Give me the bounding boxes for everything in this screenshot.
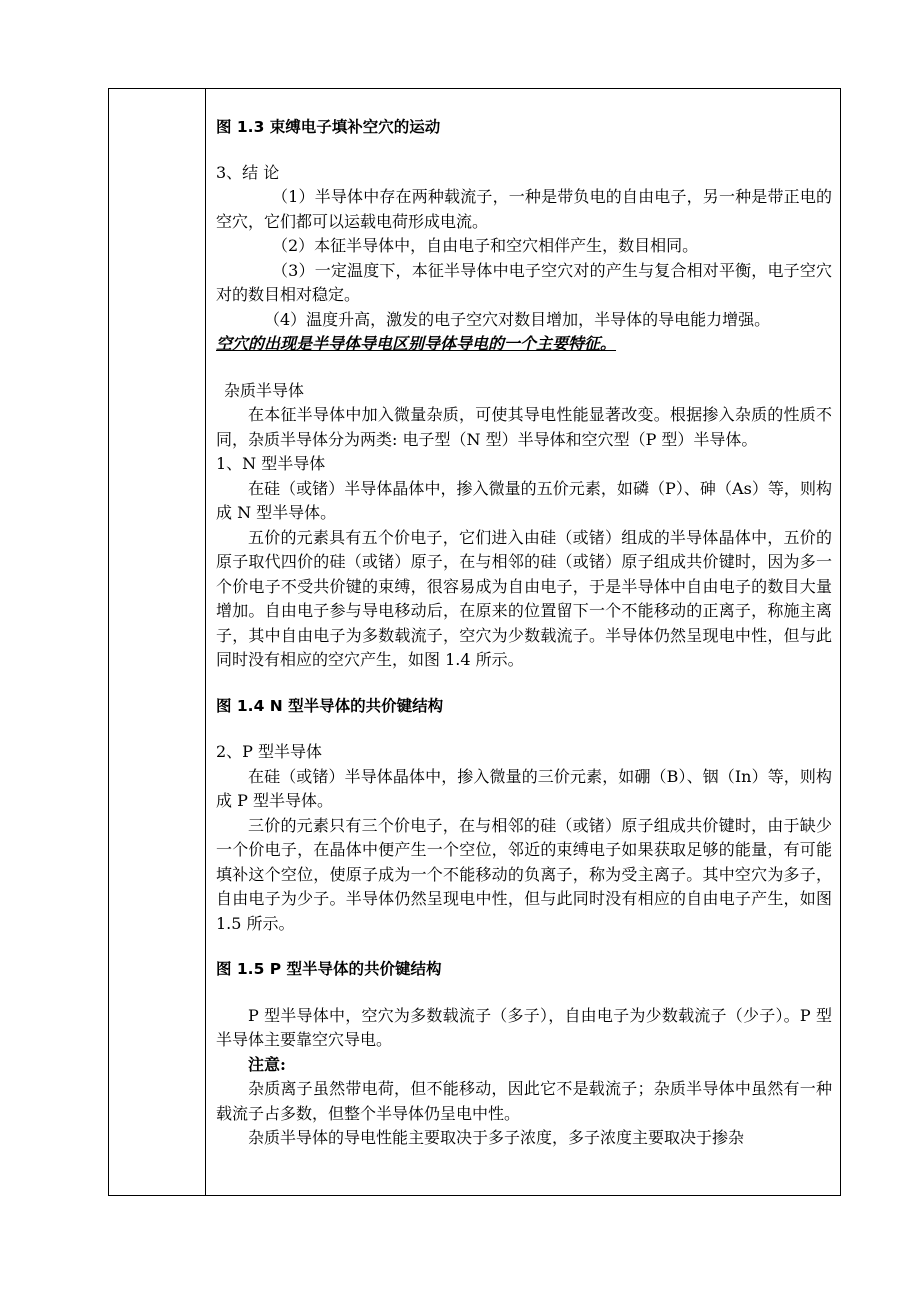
conclusion-item-1: （1）半导体中存在两种载流子，一种是带负电的自由电子，另一种是带正电的空穴，它们都可以运载电荷形成电流。 <box>216 187 832 231</box>
p-type-summary: P 型半导体中，空穴为多数载流子（多子），自由电子为少数载流子（少子）。P 型半导体主要靠空穴导电。 <box>216 1005 832 1049</box>
figure-1-5-caption: 图 1.5 P 型半导体的共价键结构 <box>216 960 442 978</box>
conclusion-item-3: （3）一定温度下，本征半导体中电子空穴对的产生与复合相对平衡，电子空穴对的数目相对稳定。 <box>216 260 832 304</box>
note-paragraph-1: 杂质离子虽然带电荷，但不能移动，因此它不是载流子；杂质半导体中虽然有一种载流子占多数，但整个半导体仍呈电中性。 <box>216 1079 832 1123</box>
left-column-cell <box>109 89 206 1195</box>
figure-1-3-caption: 图 1.3 束缚电子填补空穴的运动 <box>216 118 441 136</box>
p-type-heading: 2、P 型半导体 <box>216 742 323 761</box>
key-point: 空穴的出现是半导体导电区别导体导电的一个主要特征。 <box>216 334 617 353</box>
figure-1-4-caption: 图 1.4 N 型半导体的共价键结构 <box>216 696 444 715</box>
impurity-intro: 在本征半导体中加入微量杂质，可使其导电性能显著改变。根据掺入杂质的性质不同，杂质半导体分为两类: 电子型（N 型）半导体和空穴型（P 型）半导体。 <box>216 405 832 449</box>
note-paragraph-2: 杂质半导体的导电性能主要取决于多子浓度，多子浓度主要取决于掺杂 <box>248 1128 745 1147</box>
conclusion-heading: 3、结 论 <box>216 162 280 182</box>
content-body <box>216 115 832 1151</box>
lesson-table <box>108 88 841 1196</box>
conclusion-item-4: （4）温度升高，激发的电子空穴对数目增加，半导体的导电能力增强。 <box>264 309 771 329</box>
n-type-paragraph-1: 在硅（或锗）半导体晶体中，掺入微量的五价元素，如磷（P）、砷（As）等，则构成 N 型半导体。 <box>216 478 832 522</box>
p-type-paragraph-2: 三价的元素只有三个价电子，在与相邻的硅（或锗）原子组成共价键时，由于缺少一个价电子，在晶体中便产生一个空位，邻近的束缚电子如果获取足够的能量，有可能填补这个空位，使原子成为一个不能移动的负离子，称为受主离子。其中空穴为多子，自由电子为少子。半导体仍然呈现电中性，但与此同时没有相应的自由电子产生，如图 1.5 所示。 <box>216 815 832 933</box>
p-type-paragraph-1: 在硅（或锗）半导体晶体中，掺入微量的三价元素，如硼（B）、铟（In）等，则构成 P 型半导体。 <box>216 766 832 810</box>
content-cell <box>206 89 840 1195</box>
impurity-heading: 杂质半导体 <box>224 380 305 400</box>
n-type-heading: 1、N 型半导体 <box>216 454 326 473</box>
note-heading: 注意: <box>248 1054 286 1074</box>
n-type-paragraph-2: 五价的元素具有五个价电子，它们进入由硅（或锗）组成的半导体晶体中，五价的原子取代四价的硅（或锗）原子，在与相邻的硅（或锗）原子组成共价键时，因为多一个价电子不受共价键的束缚，很容易成为自由电子，于是半导体中自由电子的数目大量增加。自由电子参与导电移动后，在原来的位置留下一个不能移动的正离子，称施主离子，其中自由电子为多数载流子，空穴为少数载流子。半导体仍然呈现电中性，但与此同时没有相应的空穴产生，如图 1.4 所示。 <box>216 527 832 669</box>
conclusion-item-2: （2）本征半导体中，自由电子和空穴相伴产生，数目相同。 <box>272 236 699 255</box>
